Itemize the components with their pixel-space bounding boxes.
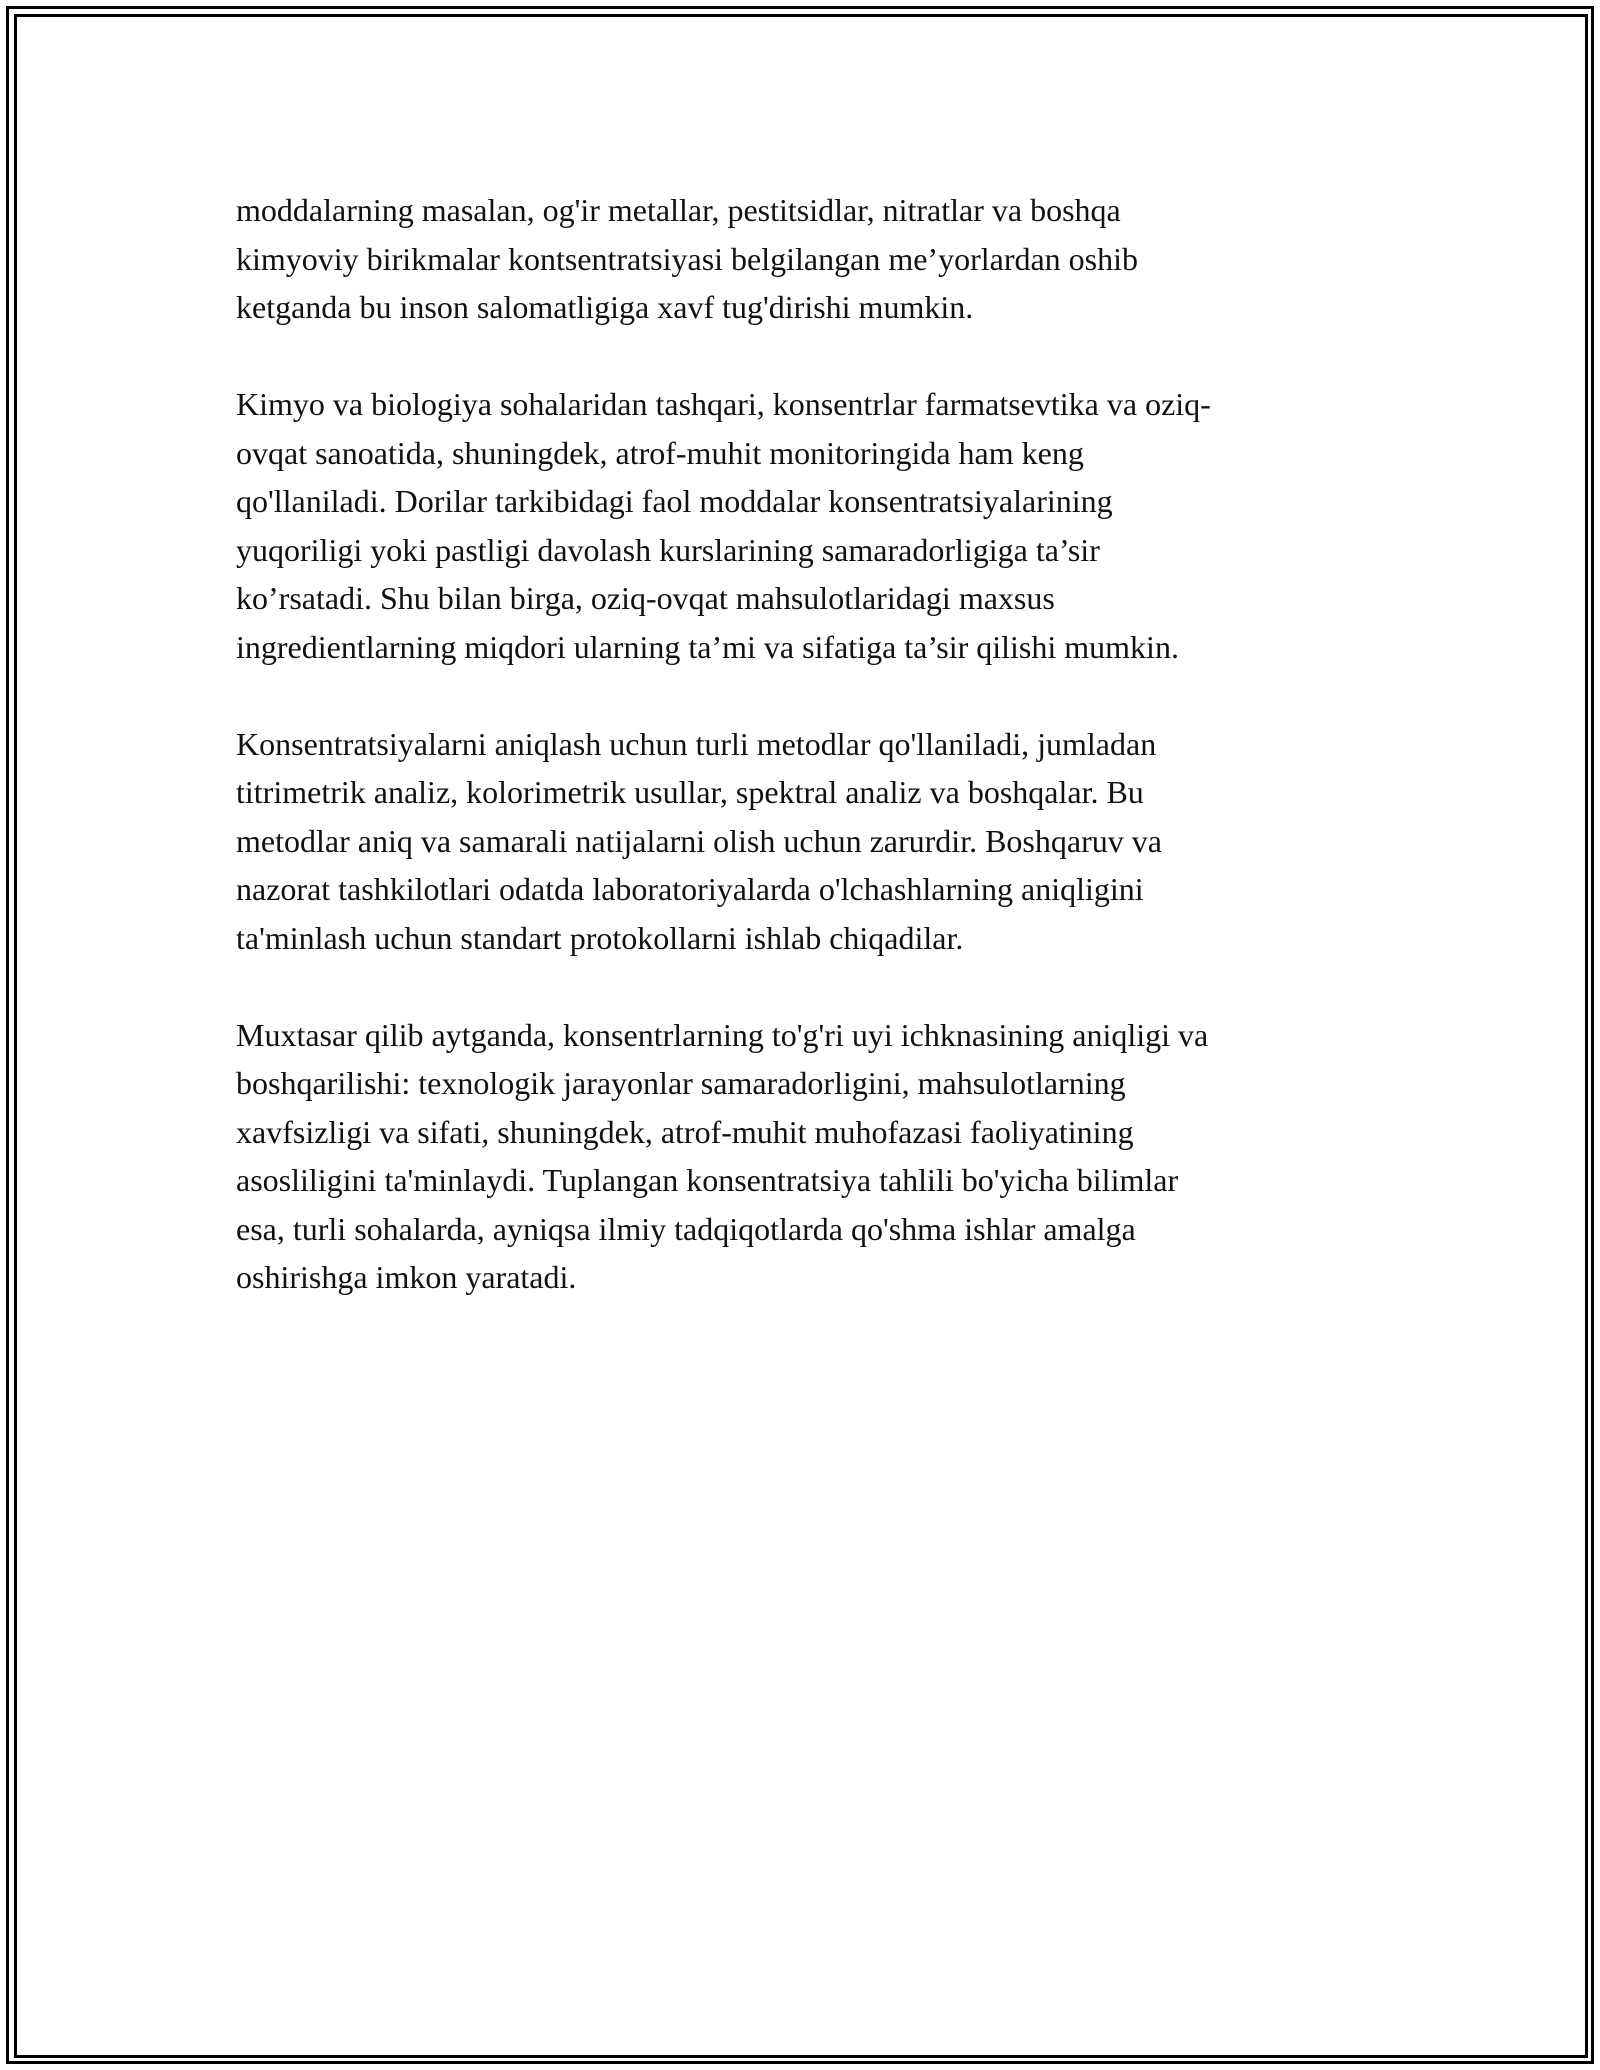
paragraph-4: Muxtasar qilib aytganda, konsentrlarning to'g'ri uyi ichknasining aniqligi va boshqarilishi: texnologik jarayonlar samaradorligini, mahsulotlarning xavfsizligi va sifati, shuningdek, atrof-muhit muhofazasi faoliyatining asosliligini ta'minlaydi. Tuplangan konsentratsiya tahlili bo'yicha bilimlar esa, turli sohalarda, ayniqsa ilmiy tadqiqotlarda qo'shma ishlar amalga oshirishga imkon yaratadi. (236, 1016, 1209, 1295)
document-body (236, 186, 1376, 1350)
paragraph-2: Kimyo va biologiya sohalaridan tashqari, konsentrlar farmatsevtika va oziq- ovqat sanoatida, shuningdek, atrof-muhit monitoringida ham keng qo'llaniladi. Dorilar tarkibidagi faol moddalar konsentratsiyalarining yuqoriligi yoki pastligi davolash kurslarining samaradorligiga ta’sir ko’rsatadi. Shu bilan birga, oziq-ovqat mahsulotlaridagi maxsus ingredientlarning miqdori ularning ta’mi va sifatiga ta’sir qilishi mumkin. (236, 386, 1211, 665)
paragraph-1: moddalarning masalan, og'ir metallar, pestitsidlar, nitratlar va boshqa kimyoviy birikmalar kontsentratsiyasi belgilangan me’yorlardan oshib ketganda bu inson salomatligiga xavf tug'dirishi mumkin. (236, 192, 1139, 325)
paragraph-3: Konsentratsiyalarni aniqlash uchun turli metodlar qo'llaniladi, jumladan titrimetrik analiz, kolorimetrik usullar, spektral analiz va boshqalar. Bu metodlar aniq va samarali natijalarni olish uchun zarurdir. Boshqaruv va nazorat tashkilotlari odatda laboratoriyalarda o'lchashlarning aniqligini ta'minlash uchun standart protokollarni ishlab chiqadilar. (236, 725, 1162, 956)
